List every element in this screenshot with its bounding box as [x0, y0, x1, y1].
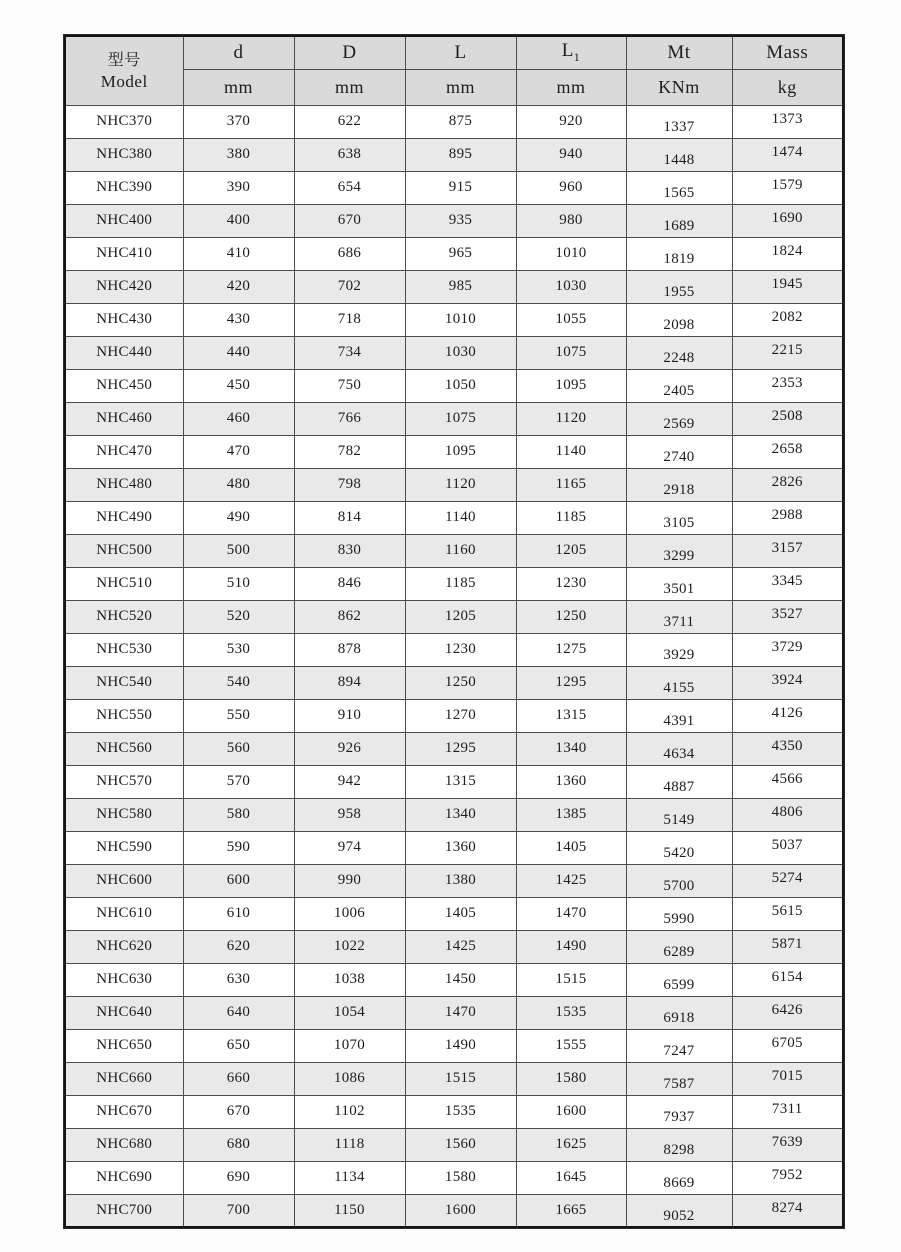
table-row [65, 468, 843, 501]
table-row [65, 501, 843, 534]
L1-cell: 920 [516, 105, 626, 138]
Mt-cell: 7587 [626, 1062, 732, 1095]
L-cell: 1535 [405, 1095, 516, 1128]
d-cell: 620 [183, 930, 294, 963]
header-col-d: d [183, 36, 294, 69]
L-cell: 935 [405, 204, 516, 237]
table-row [65, 996, 843, 1029]
d-cell: 580 [183, 798, 294, 831]
L1-cell: 1555 [516, 1029, 626, 1062]
L1-cell: 1625 [516, 1128, 626, 1161]
D-cell: 974 [294, 831, 405, 864]
Mt-cell: 7247 [626, 1029, 732, 1062]
d-cell: 400 [183, 204, 294, 237]
D-cell: 926 [294, 732, 405, 765]
D-cell: 782 [294, 435, 405, 468]
Mt-cell: 2405 [626, 369, 732, 402]
Mass-cell: 4806 [732, 798, 843, 831]
d-cell: 380 [183, 138, 294, 171]
Mass-cell: 3924 [732, 666, 843, 699]
L1-cell: 1055 [516, 303, 626, 336]
model-cell: NHC390 [65, 171, 183, 204]
Mass-cell: 5615 [732, 897, 843, 930]
Mass-cell: 1945 [732, 270, 843, 303]
Mass-cell: 2082 [732, 303, 843, 336]
L1-cell: 1385 [516, 798, 626, 831]
L1-cell: 1490 [516, 930, 626, 963]
L-cell: 1160 [405, 534, 516, 567]
model-cell: NHC460 [65, 402, 183, 435]
Mass-cell: 3729 [732, 633, 843, 666]
unit-L: mm [405, 69, 516, 105]
Mass-cell: 1474 [732, 138, 843, 171]
L-cell: 1425 [405, 930, 516, 963]
model-cell: NHC510 [65, 567, 183, 600]
Mt-cell: 5420 [626, 831, 732, 864]
table-row [65, 303, 843, 336]
L1-cell: 1425 [516, 864, 626, 897]
Mass-cell: 3345 [732, 567, 843, 600]
L1-cell: 1315 [516, 699, 626, 732]
table-row [65, 567, 843, 600]
unit-L1: mm [516, 69, 626, 105]
Mass-cell: 4350 [732, 732, 843, 765]
D-cell: 654 [294, 171, 405, 204]
header-model [65, 36, 183, 105]
Mt-cell: 7937 [626, 1095, 732, 1128]
Mass-cell: 5037 [732, 831, 843, 864]
L1-cell: 1580 [516, 1062, 626, 1095]
L-cell: 1560 [405, 1128, 516, 1161]
Mt-cell: 4887 [626, 765, 732, 798]
Mass-cell: 1373 [732, 105, 843, 138]
D-cell: 990 [294, 864, 405, 897]
table-row [65, 897, 843, 930]
Mt-cell: 2248 [626, 336, 732, 369]
Mt-cell: 9052 [626, 1194, 732, 1227]
D-cell: 1038 [294, 963, 405, 996]
header-row-names [65, 36, 843, 69]
Mt-cell: 1819 [626, 237, 732, 270]
L-cell: 1450 [405, 963, 516, 996]
model-cell: NHC620 [65, 930, 183, 963]
D-cell: 878 [294, 633, 405, 666]
Mt-cell: 1955 [626, 270, 732, 303]
L1-cell: 1075 [516, 336, 626, 369]
model-cell: NHC490 [65, 501, 183, 534]
D-cell: 1102 [294, 1095, 405, 1128]
model-cell: NHC610 [65, 897, 183, 930]
table-row [65, 963, 843, 996]
table-row [65, 402, 843, 435]
d-cell: 450 [183, 369, 294, 402]
Mt-cell: 2569 [626, 402, 732, 435]
Mt-cell: 6599 [626, 963, 732, 996]
model-cell: NHC690 [65, 1161, 183, 1194]
model-cell: NHC680 [65, 1128, 183, 1161]
model-cell: NHC550 [65, 699, 183, 732]
unit-D: mm [294, 69, 405, 105]
D-cell: 862 [294, 600, 405, 633]
Mt-cell: 6918 [626, 996, 732, 1029]
L-cell: 1360 [405, 831, 516, 864]
Mt-cell: 8298 [626, 1128, 732, 1161]
D-cell: 686 [294, 237, 405, 270]
d-cell: 410 [183, 237, 294, 270]
Mt-cell: 6289 [626, 930, 732, 963]
header-col-Mass: Mass [732, 36, 843, 69]
D-cell: 830 [294, 534, 405, 567]
d-cell: 480 [183, 468, 294, 501]
Mass-cell: 2508 [732, 402, 843, 435]
Mass-cell: 6705 [732, 1029, 843, 1062]
Mass-cell: 6154 [732, 963, 843, 996]
D-cell: 638 [294, 138, 405, 171]
Mt-cell: 1565 [626, 171, 732, 204]
L1-cell: 1010 [516, 237, 626, 270]
D-cell: 1086 [294, 1062, 405, 1095]
Mass-cell: 2658 [732, 435, 843, 468]
table-row [65, 732, 843, 765]
model-cell: NHC660 [65, 1062, 183, 1095]
Mt-cell: 1337 [626, 105, 732, 138]
model-cell: NHC440 [65, 336, 183, 369]
d-cell: 680 [183, 1128, 294, 1161]
L1-cell: 1185 [516, 501, 626, 534]
Mt-cell: 5990 [626, 897, 732, 930]
L-cell: 1580 [405, 1161, 516, 1194]
d-cell: 560 [183, 732, 294, 765]
header-model-en: Model [100, 72, 148, 92]
table-row [65, 1029, 843, 1062]
L-cell: 1515 [405, 1062, 516, 1095]
table-row [65, 831, 843, 864]
unit-d: mm [183, 69, 294, 105]
Mt-cell: 5700 [626, 864, 732, 897]
model-cell: NHC470 [65, 435, 183, 468]
L-cell: 1490 [405, 1029, 516, 1062]
Mass-cell: 7015 [732, 1062, 843, 1095]
model-cell: NHC400 [65, 204, 183, 237]
d-cell: 630 [183, 963, 294, 996]
header-col-L1: $L_1$ [516, 36, 626, 69]
L1-cell: 960 [516, 171, 626, 204]
L1-cell: 1140 [516, 435, 626, 468]
Mass-cell: 2353 [732, 369, 843, 402]
Mass-cell: 3527 [732, 600, 843, 633]
table-row [65, 633, 843, 666]
Mt-cell: 2740 [626, 435, 732, 468]
table-row [65, 666, 843, 699]
Mass-cell: 4126 [732, 699, 843, 732]
L1-cell: 1120 [516, 402, 626, 435]
table-row [65, 1062, 843, 1095]
L1-cell: 1665 [516, 1194, 626, 1227]
spec-table [64, 35, 844, 1228]
model-cell: NHC380 [65, 138, 183, 171]
L-cell: 1205 [405, 600, 516, 633]
d-cell: 570 [183, 765, 294, 798]
model-cell: NHC630 [65, 963, 183, 996]
Mass-cell: 5274 [732, 864, 843, 897]
model-cell: NHC480 [65, 468, 183, 501]
d-cell: 610 [183, 897, 294, 930]
table-row [65, 600, 843, 633]
L1-cell: 1165 [516, 468, 626, 501]
L1-cell: 1535 [516, 996, 626, 1029]
Mass-cell: 7639 [732, 1128, 843, 1161]
L-cell: 1230 [405, 633, 516, 666]
Mass-cell: 8274 [732, 1194, 843, 1227]
table-row [65, 699, 843, 732]
unit-Mt: KNm [626, 69, 732, 105]
L1-cell: 1250 [516, 600, 626, 633]
L-cell: 1120 [405, 468, 516, 501]
model-cell: NHC570 [65, 765, 183, 798]
D-cell: 702 [294, 270, 405, 303]
table-row [65, 1194, 843, 1227]
table-row [65, 105, 843, 138]
L-cell: 1405 [405, 897, 516, 930]
Mass-cell: 7311 [732, 1095, 843, 1128]
L-cell: 1185 [405, 567, 516, 600]
d-cell: 500 [183, 534, 294, 567]
Mass-cell: 1579 [732, 171, 843, 204]
d-cell: 420 [183, 270, 294, 303]
D-cell: 814 [294, 501, 405, 534]
L1-cell: 940 [516, 138, 626, 171]
table-row [65, 138, 843, 171]
Mt-cell: 5149 [626, 798, 732, 831]
table-row [65, 930, 843, 963]
Mt-cell: 2098 [626, 303, 732, 336]
D-cell: 734 [294, 336, 405, 369]
D-cell: 750 [294, 369, 405, 402]
table-row [65, 369, 843, 402]
Mt-cell: 3929 [626, 633, 732, 666]
d-cell: 470 [183, 435, 294, 468]
L1-cell: 1645 [516, 1161, 626, 1194]
L-cell: 1030 [405, 336, 516, 369]
d-cell: 640 [183, 996, 294, 1029]
L-cell: 1250 [405, 666, 516, 699]
model-cell: NHC560 [65, 732, 183, 765]
d-cell: 460 [183, 402, 294, 435]
Mt-cell: 4155 [626, 666, 732, 699]
L-cell: 1050 [405, 369, 516, 402]
L1-cell: 1405 [516, 831, 626, 864]
D-cell: 1134 [294, 1161, 405, 1194]
L-cell: 1340 [405, 798, 516, 831]
L-cell: 1270 [405, 699, 516, 732]
L-cell: 895 [405, 138, 516, 171]
L1-cell: 1030 [516, 270, 626, 303]
D-cell: 894 [294, 666, 405, 699]
L1-cell: 1340 [516, 732, 626, 765]
table-row [65, 204, 843, 237]
d-cell: 540 [183, 666, 294, 699]
Mass-cell: 1690 [732, 204, 843, 237]
model-cell: NHC410 [65, 237, 183, 270]
d-cell: 370 [183, 105, 294, 138]
L-cell: 1010 [405, 303, 516, 336]
L-cell: 1470 [405, 996, 516, 1029]
L1-cell: 1515 [516, 963, 626, 996]
model-cell: NHC540 [65, 666, 183, 699]
d-cell: 520 [183, 600, 294, 633]
model-cell: NHC450 [65, 369, 183, 402]
d-cell: 510 [183, 567, 294, 600]
L-cell: 1315 [405, 765, 516, 798]
D-cell: 766 [294, 402, 405, 435]
L1-cell: 1600 [516, 1095, 626, 1128]
d-cell: 590 [183, 831, 294, 864]
table-row [65, 435, 843, 468]
d-cell: 690 [183, 1161, 294, 1194]
model-cell: NHC640 [65, 996, 183, 1029]
D-cell: 958 [294, 798, 405, 831]
L1-cell: 1360 [516, 765, 626, 798]
L-cell: 965 [405, 237, 516, 270]
table-row [65, 534, 843, 567]
Mass-cell: 2215 [732, 336, 843, 369]
D-cell: 942 [294, 765, 405, 798]
table-row [65, 270, 843, 303]
L1-cell: 1095 [516, 369, 626, 402]
D-cell: 670 [294, 204, 405, 237]
header-col-L: L [405, 36, 516, 69]
Mt-cell: 3711 [626, 600, 732, 633]
model-cell: NHC430 [65, 303, 183, 336]
D-cell: 1054 [294, 996, 405, 1029]
Mass-cell: 5871 [732, 930, 843, 963]
L1-cell: 1295 [516, 666, 626, 699]
Mass-cell: 4566 [732, 765, 843, 798]
model-cell: NHC530 [65, 633, 183, 666]
L-cell: 1140 [405, 501, 516, 534]
d-cell: 670 [183, 1095, 294, 1128]
D-cell: 910 [294, 699, 405, 732]
table-header [65, 36, 843, 105]
header-col-D: D [294, 36, 405, 69]
d-cell: 440 [183, 336, 294, 369]
D-cell: 798 [294, 468, 405, 501]
Mass-cell: 3157 [732, 534, 843, 567]
Mt-cell: 1448 [626, 138, 732, 171]
L-cell: 1295 [405, 732, 516, 765]
model-cell: NHC580 [65, 798, 183, 831]
Mass-cell: 2988 [732, 501, 843, 534]
D-cell: 1118 [294, 1128, 405, 1161]
Mass-cell: 6426 [732, 996, 843, 1029]
D-cell: 846 [294, 567, 405, 600]
L1-cell: 1470 [516, 897, 626, 930]
Mt-cell: 4391 [626, 699, 732, 732]
d-cell: 660 [183, 1062, 294, 1095]
model-cell: NHC650 [65, 1029, 183, 1062]
model-cell: NHC700 [65, 1194, 183, 1227]
Mt-cell: 8669 [626, 1161, 732, 1194]
table-row [65, 336, 843, 369]
L-cell: 1380 [405, 864, 516, 897]
d-cell: 530 [183, 633, 294, 666]
D-cell: 1070 [294, 1029, 405, 1062]
L-cell: 985 [405, 270, 516, 303]
L-cell: 1600 [405, 1194, 516, 1227]
Mt-cell: 2918 [626, 468, 732, 501]
d-cell: 650 [183, 1029, 294, 1062]
L1-cell: 1275 [516, 633, 626, 666]
D-cell: 1150 [294, 1194, 405, 1227]
header-model-cn: 型号 [107, 52, 141, 70]
d-cell: 700 [183, 1194, 294, 1227]
d-cell: 600 [183, 864, 294, 897]
unit-Mass: kg [732, 69, 843, 105]
table-row [65, 798, 843, 831]
Mass-cell: 2826 [732, 468, 843, 501]
d-cell: 550 [183, 699, 294, 732]
L1-cell: 1230 [516, 567, 626, 600]
model-cell: NHC520 [65, 600, 183, 633]
D-cell: 622 [294, 105, 405, 138]
Mass-cell: 1824 [732, 237, 843, 270]
table-row [65, 765, 843, 798]
L1-cell: 1205 [516, 534, 626, 567]
table-row [65, 237, 843, 270]
d-cell: 390 [183, 171, 294, 204]
table-row [65, 171, 843, 204]
L-cell: 1075 [405, 402, 516, 435]
model-cell: NHC370 [65, 105, 183, 138]
Mt-cell: 1689 [626, 204, 732, 237]
model-cell: NHC590 [65, 831, 183, 864]
table-row [65, 1128, 843, 1161]
table-body [65, 105, 843, 1227]
table-row [65, 1095, 843, 1128]
model-cell: NHC670 [65, 1095, 183, 1128]
L-cell: 915 [405, 171, 516, 204]
table-row [65, 1161, 843, 1194]
table-row [65, 864, 843, 897]
header-col-Mt: Mt [626, 36, 732, 69]
L1-cell: 980 [516, 204, 626, 237]
Mt-cell: 3299 [626, 534, 732, 567]
model-cell: NHC420 [65, 270, 183, 303]
L-cell: 875 [405, 105, 516, 138]
Mt-cell: 4634 [626, 732, 732, 765]
Mt-cell: 3105 [626, 501, 732, 534]
D-cell: 718 [294, 303, 405, 336]
D-cell: 1022 [294, 930, 405, 963]
L-cell: 1095 [405, 435, 516, 468]
D-cell: 1006 [294, 897, 405, 930]
model-cell: NHC500 [65, 534, 183, 567]
Mt-cell: 3501 [626, 567, 732, 600]
d-cell: 490 [183, 501, 294, 534]
d-cell: 430 [183, 303, 294, 336]
Mass-cell: 7952 [732, 1161, 843, 1194]
model-cell: NHC600 [65, 864, 183, 897]
